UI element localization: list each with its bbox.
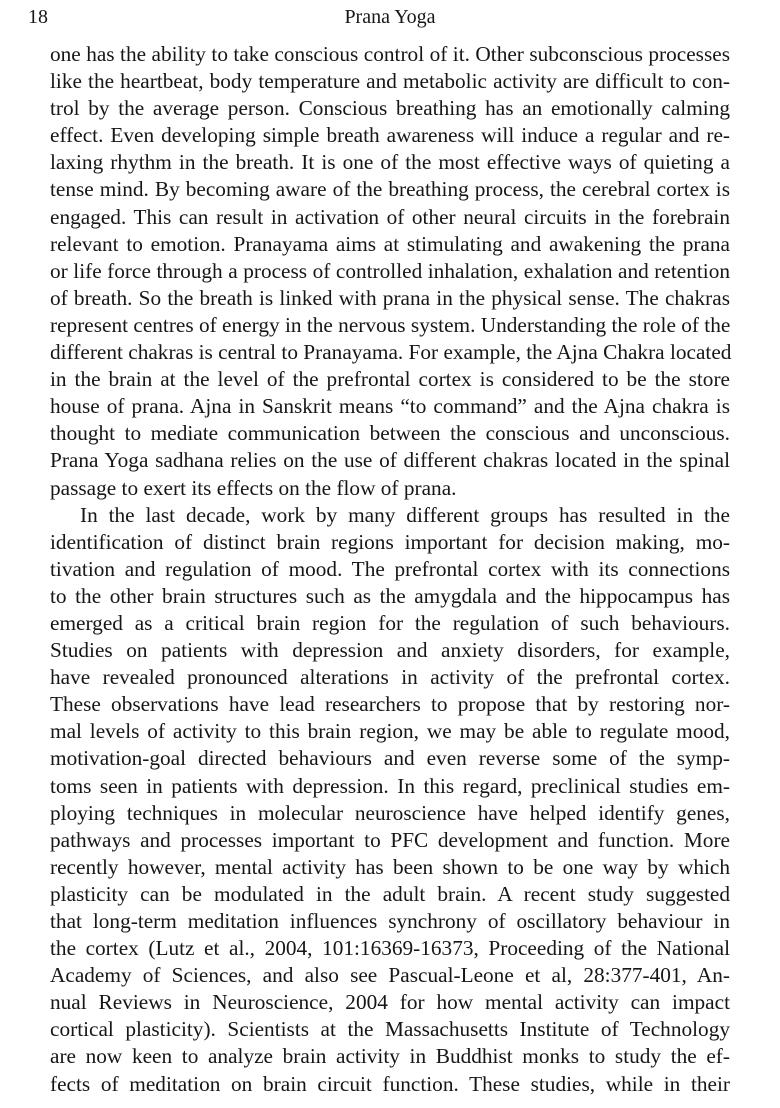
running-head: Prana Yoga (344, 6, 436, 28)
text-line: or life force through a process of controlled inhalation, exhalation and retention (50, 258, 730, 283)
text-line: the cortex (Lutz et al., 2004, 101:16369-16373, Proceeding of the National (50, 936, 730, 961)
text-line: plasticity can be modulated in the adult brain. A recent study suggested (50, 881, 730, 906)
text-line: tivation and regulation of mood. The prefrontal cortex with its connections (50, 556, 730, 581)
text-line: mal levels of activity to this brain region, we may be able to regulate mood, (50, 719, 730, 744)
text-line: In the last decade, work by many different groups has resulted in the (80, 502, 730, 527)
text-line: thought to mediate communication between the conscious and unconscious. (50, 421, 730, 446)
text-line: emerged as a critical brain region for the regulation of such behaviours. (50, 610, 730, 635)
text-line: toms seen in patients with depression. In this regard, preclinical studies em- (50, 773, 730, 798)
body-text (50, 41, 730, 1098)
text-line: passage to exert its effects on the flow of prana. (50, 475, 457, 500)
text-line: engaged. This can result in activation of other neural circuits in the forebrain (50, 204, 730, 229)
text-line: nual Reviews in Neuroscience, 2004 for how mental activity can impact (50, 990, 730, 1015)
text-line: have revealed pronounced alterations in activity of the prefrontal cortex. (50, 665, 730, 690)
text-line: pathways and processes important to PFC development and function. More (50, 827, 730, 852)
text-line: represent centres of energy in the nervous system. Understanding the role of the (50, 312, 731, 337)
text-line: trol by the average person. Conscious breathing has an emotionally calming (50, 96, 730, 121)
text-line: identification of distinct brain regions important for decision making, mo- (50, 529, 730, 554)
text-line: Prana Yoga sadhana relies on the use of different chakras located in the spinal (50, 448, 730, 473)
text-line: fects of meditation on brain circuit function. These studies, while in their (50, 1071, 730, 1096)
text-line: recently however, mental activity has been shown to be one way by which (50, 854, 730, 879)
text-line: like the heartbeat, body temperature and metabolic activity are difficult to con- (50, 69, 730, 94)
text-line: These observations have lead researchers to propose that by restoring nor- (50, 692, 730, 717)
text-line: ploying techniques in molecular neuroscience have helped identify genes, (50, 800, 730, 825)
text-line: tense mind. By becoming aware of the breathing process, the cerebral cortex is (50, 177, 730, 202)
text-line: to the other brain structures such as the amygdala and the hippocampus has (50, 583, 730, 608)
text-line: Academy of Sciences, and also see Pascual-Leone et al, 28:377-401, An- (50, 963, 730, 988)
paragraph (50, 502, 730, 1098)
text-line: of breath. So the breath is linked with prana in the physical sense. The chakras (50, 285, 730, 310)
text-line: are now keen to analyze brain activity in Buddhist monks to study the ef- (50, 1044, 730, 1069)
text-line: in the brain at the level of the prefrontal cortex is considered to be the store (50, 367, 730, 392)
text-line: different chakras is central to Pranayama. For example, the Ajna Chakra located (50, 340, 732, 365)
text-line: that long-term meditation influences synchrony of oscillatory behaviour in (50, 909, 730, 933)
text-line: house of prana. Ajna in Sanskrit means “to command” and the Ajna chakra is (50, 394, 730, 419)
text-line: relevant to emotion. Pranayama aims at stimulating and awakening the prana (50, 231, 730, 256)
text-line: Studies on patients with depression and anxiety disorders, for example, (50, 638, 730, 663)
text-line: laxing rhythm in the breath. It is one of the most effective ways of quieting a (50, 150, 730, 175)
page-number: 18 (28, 6, 48, 28)
text-line: one has the ability to take conscious control of it. Other subconscious processes (50, 42, 730, 66)
paragraph (50, 41, 730, 502)
text-line: cortical plasticity). Scientists at the Massachusetts Institute of Technology (50, 1017, 730, 1042)
text-line: effect. Even developing simple breath awareness will induce a regular and re- (50, 123, 730, 148)
text-line: motivation-goal directed behaviours and even reverse some of the symp- (50, 746, 730, 771)
